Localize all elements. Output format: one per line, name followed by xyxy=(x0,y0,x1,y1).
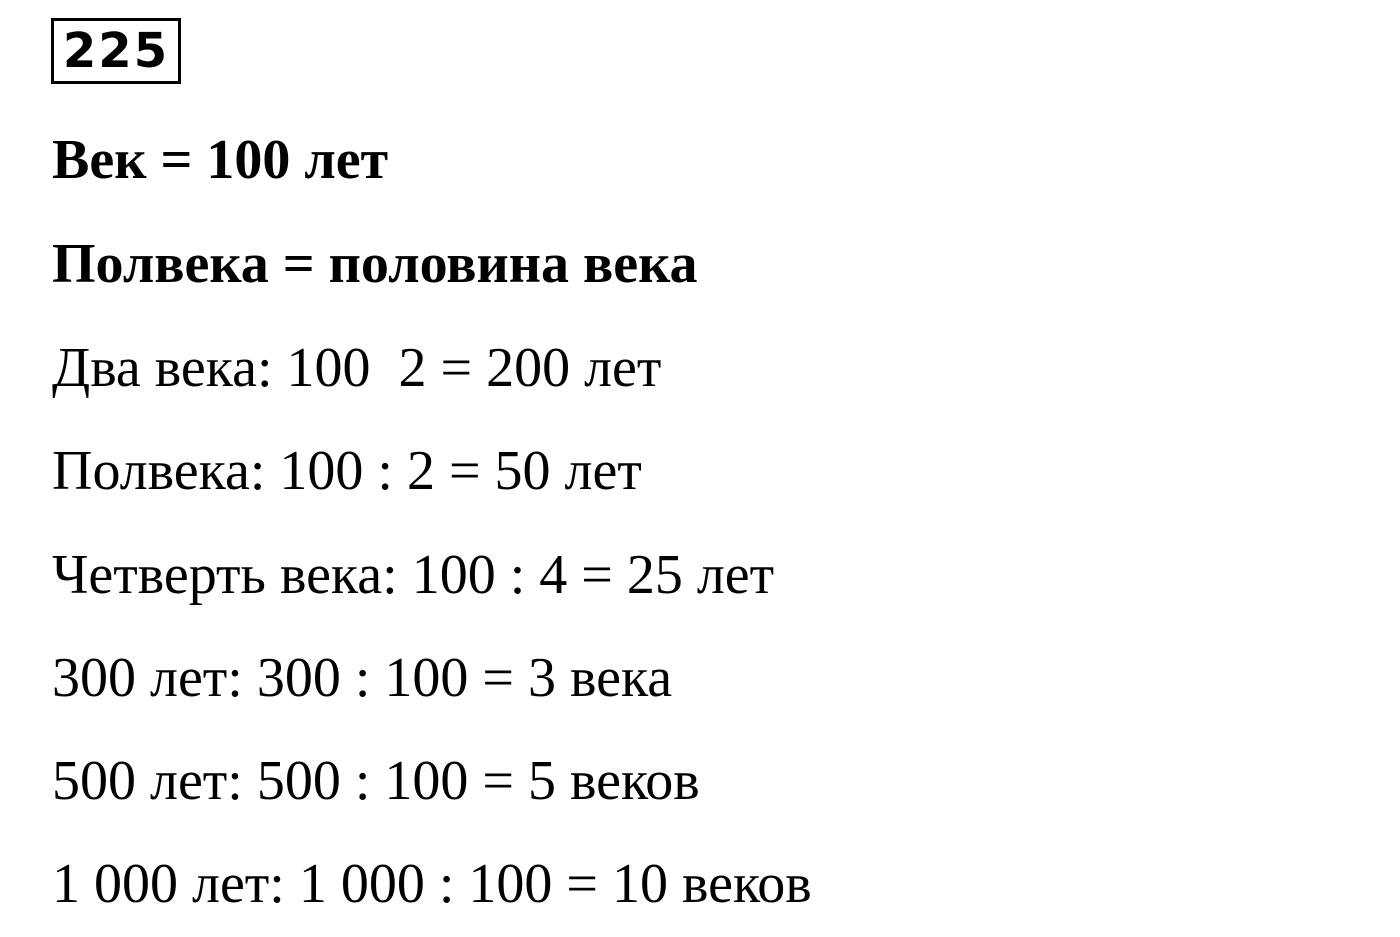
calc-quarter-century: Четверть века: 100 : 4 = 25 лет xyxy=(52,544,775,606)
problem-number: 225 xyxy=(62,23,170,79)
calc-half-century: Полвека: 100 : 2 = 50 лет xyxy=(52,440,642,502)
calc-500-years: 500 лет: 500 : 100 = 5 веков xyxy=(52,750,700,812)
calc-1000-years: 1 000 лет: 1 000 : 100 = 10 веков xyxy=(52,853,812,915)
calc-two-centuries: Два века: 100 2 = 200 лет xyxy=(52,337,662,399)
definition-half-century: Полвека = половина века xyxy=(52,233,698,295)
problem-number-box xyxy=(51,18,181,84)
calc-300-years: 300 лет: 300 : 100 = 3 века xyxy=(52,647,673,709)
definition-century: Век = 100 лет xyxy=(52,129,389,191)
